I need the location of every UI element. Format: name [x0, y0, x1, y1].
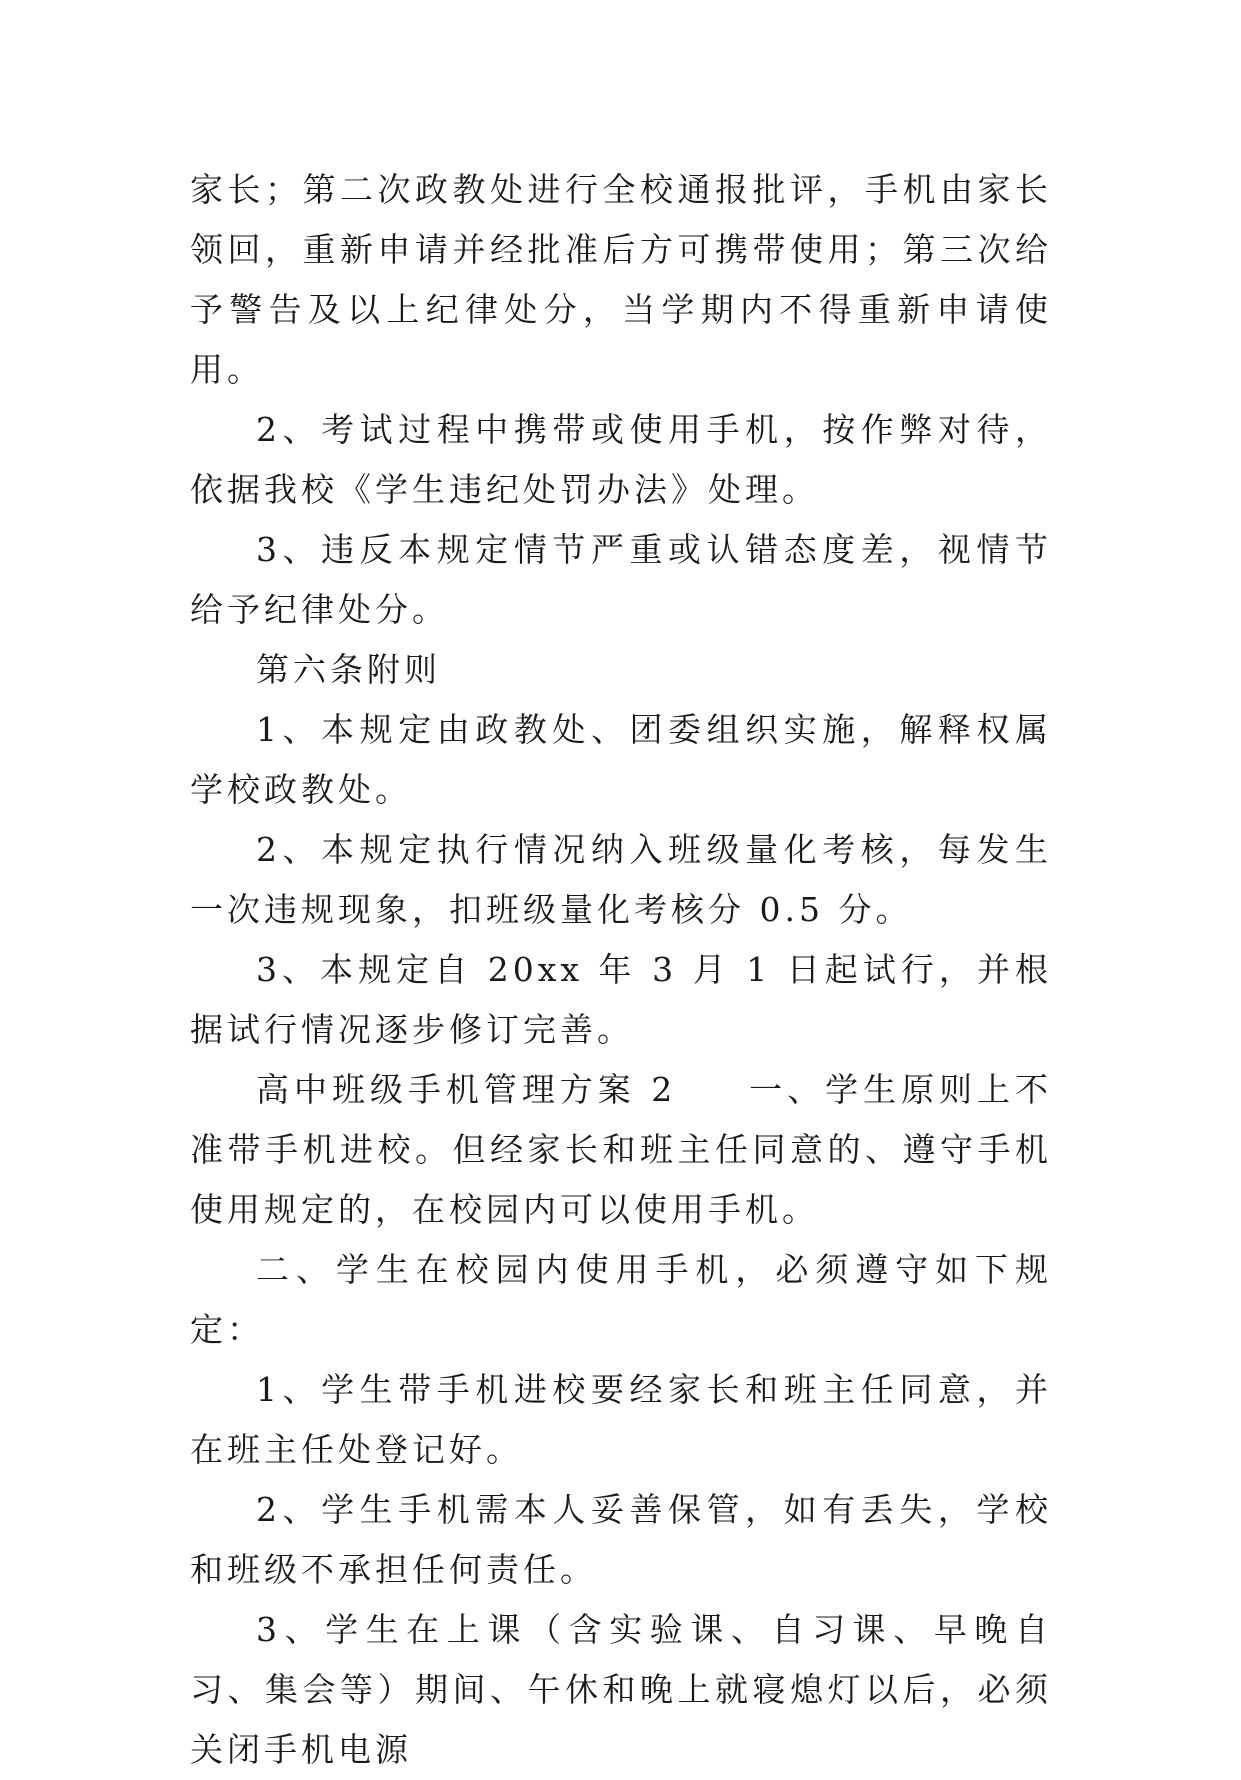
- paragraph: 2、考试过程中携带或使用手机，按作弊对待，依据我校《学生违纪处罚办法》处理。: [190, 410, 1052, 509]
- paragraph: 二、学生在校园内使用手机，必须遵守如下规定：: [190, 1250, 1052, 1349]
- paragraph: 1、本规定由政教处、团委组织实施，解释权属学校政教处。: [190, 710, 1052, 809]
- section-heading: 第六条附则: [256, 650, 441, 689]
- section-paragraph: [190, 1060, 1052, 1240]
- paragraph: 2、学生手机需本人妥善保管，如有丢失，学校和班级不承担任何责任。: [190, 1490, 1052, 1589]
- paragraph: 1、学生带手机进校要经家长和班主任同意，并在班主任处登记好。: [190, 1370, 1052, 1469]
- paragraph: 3、违反本规定情节严重或认错态度差，视情节给予纪律处分。: [190, 530, 1052, 629]
- document-body: [190, 160, 1052, 1780]
- paragraph: 家长；第二次政教处进行全校通报批评，手机由家长领回，重新申请并经批准后方可携带使用；第三次给予警告及以上纪律处分，当学期内不得重新申请使用。: [190, 170, 1052, 389]
- section-text: 一、学生原则上不准带手机进校。但经家长和班主任同意的、遵守手机使用规定的，在校园内可以使用手机。: [190, 1070, 1052, 1229]
- paragraph: 3、本规定自 20xx 年 3 月 1 日起试行，并根据试行情况逐步修订完善。: [190, 950, 1052, 1049]
- paragraph: 3、学生在上课（含实验课、自习课、早晚自习、集会等）期间、午休和晚上就寝熄灯以后，必须关闭手机电源: [190, 1610, 1052, 1769]
- document-title: 高中班级手机管理方案 2: [256, 1070, 677, 1109]
- paragraph: 2、本规定执行情况纳入班级量化考核，每发生一次违规现象，扣班级量化考核分 0.5 分。: [190, 830, 1052, 929]
